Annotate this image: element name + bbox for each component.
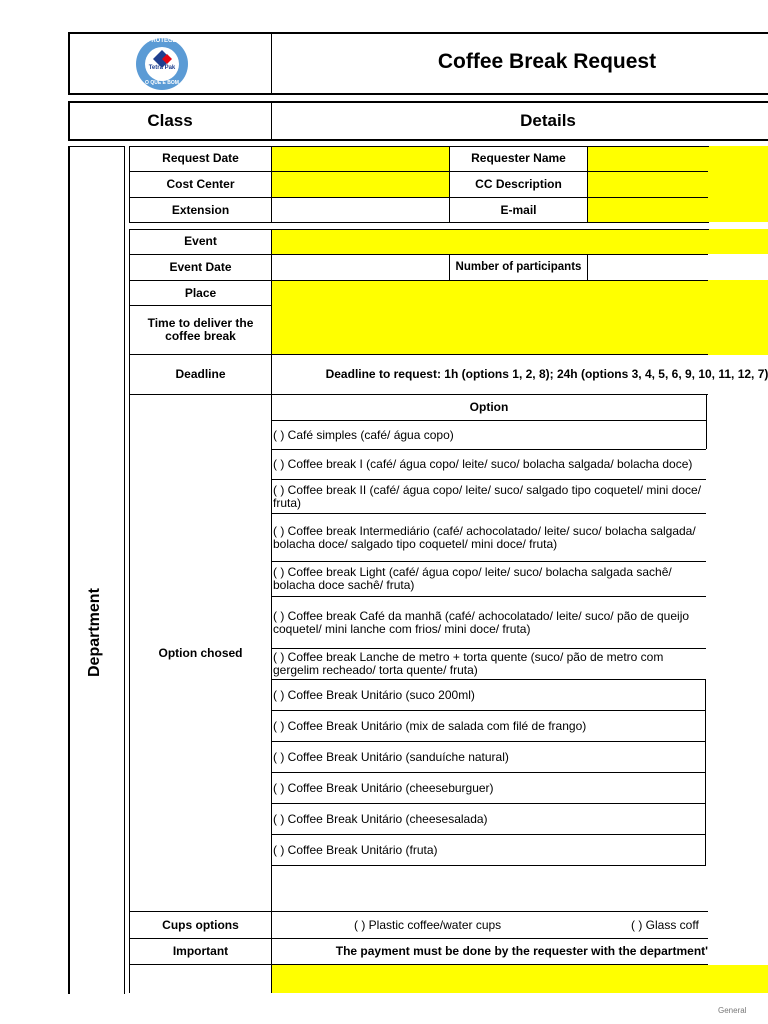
option-chosed-label: Option chosed <box>158 645 243 660</box>
option-item[interactable]: ( ) Coffee Break Unitário (mix de salada com filé de frango) <box>272 710 706 741</box>
plastic-cups-option[interactable]: ( ) Plastic coffee/water cups <box>354 917 502 932</box>
cups-options-label: Cups options <box>162 917 239 932</box>
email-label: E-mail <box>500 202 537 217</box>
event-label: Event <box>184 234 217 248</box>
deadline-text: Deadline to request: 1h (options 1, 2, 8); 24h (options 3, 4, 5, 6, 9, 10, 11, 12, 7) <box>325 366 768 381</box>
option-item[interactable]: ( ) Coffee Break Unitário (cheeseburguer) <box>272 772 706 803</box>
logo-text-top: PROTEGE <box>147 38 177 44</box>
requester-name-label: Requester Name <box>471 151 566 165</box>
extension-field[interactable] <box>272 198 449 222</box>
logo-brand: Tetra Pak <box>148 65 176 71</box>
class-header: Class <box>147 111 193 130</box>
option-item[interactable]: ( ) Coffee break Lanche de metro + torta quente (suco/ pão de metro com gergelim recheado/ torta quente/ fruta) <box>272 648 706 679</box>
department-box <box>68 146 125 994</box>
place-label: Place <box>184 285 217 300</box>
important-label: Important <box>172 944 229 958</box>
cc-description-label: CC Description <box>475 177 562 191</box>
logo-text-bottom: O QUE É BOM <box>145 80 179 86</box>
request-date-label: Request Date <box>162 151 239 165</box>
bottom-highlight-field[interactable] <box>272 965 768 993</box>
classification-tag: General <box>718 1006 747 1015</box>
event-date-label: Event Date <box>169 260 232 274</box>
event-date-field[interactable] <box>272 255 449 280</box>
details-header: Details <box>520 111 576 130</box>
glass-cups-option[interactable]: ( ) Glass coff <box>631 917 699 932</box>
deadline-label: Deadline <box>175 367 226 381</box>
page-title: Coffee Break Request <box>437 50 657 73</box>
time-to-deliver-label: Time to deliver the coffee break <box>147 316 254 343</box>
option-item[interactable]: ( ) Coffee break Light (café/ água copo/ leite/ suco/ bolacha salgada sachê/ bolacha doce sachê/ fruta) <box>272 561 706 596</box>
important-text: The payment must be done by the requester with the department' <box>335 944 708 958</box>
option-item[interactable]: ( ) Coffee break Café da manhã (café/ achocolatado/ leite/ suco/ pão de queijo coquetel/ mini lanche com frios/ mini doce/ fruta) <box>272 596 706 648</box>
grid-line <box>272 865 706 866</box>
grid-line <box>587 146 588 223</box>
extension-label: Extension <box>171 202 230 217</box>
option-item[interactable]: ( ) Coffee Break Unitário (fruta) <box>272 834 706 865</box>
option-item[interactable]: ( ) Coffee break Intermediário (café/ achocolatado/ leite/ suco/ bolacha salgada/ bolacha doce/ salgado tipo coquetel/ mini doce/ fruta) <box>272 513 706 561</box>
option-item[interactable]: ( ) Coffee break I (café/ água copo/ leite/ suco/ bolacha salgada/ bolacha doce) <box>272 449 706 479</box>
option-header: Option <box>272 395 707 420</box>
option-item[interactable]: ( ) Coffee break II (café/ água copo/ leite/ suco/ salgado tipo coquetel/ mini doce/ fruta) <box>272 479 706 513</box>
department-label: Department <box>86 588 103 677</box>
option-item[interactable]: ( ) Café simples (café/ água copo) <box>272 420 706 449</box>
option-item[interactable]: ( ) Coffee Break Unitário (cheesesalada) <box>272 803 706 834</box>
option-item[interactable]: ( ) Coffee Break Unitário (suco 200ml) <box>272 679 706 710</box>
participants-field[interactable] <box>588 255 708 280</box>
participants-label: Number of participants <box>455 261 582 273</box>
cost-center-label: Cost Center <box>166 177 235 191</box>
option-item[interactable]: ( ) Coffee Break Unitário (sanduíche natural) <box>272 741 706 772</box>
grid-line <box>706 420 707 449</box>
